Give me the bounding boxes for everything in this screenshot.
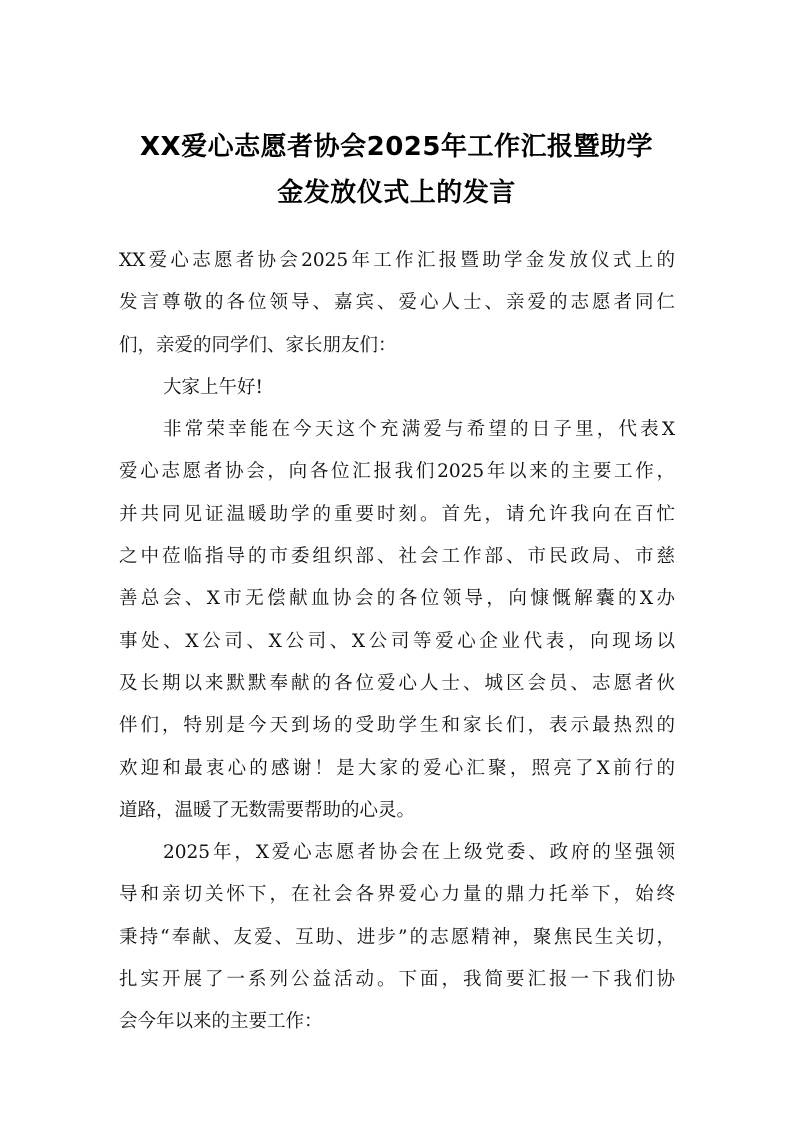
body-line-19: 会今年以来的主要工作： bbox=[119, 1011, 323, 1033]
body-line-2: 发言尊敬的各位领导、嘉宾、爱心人士、亲爱的志愿者同仁 bbox=[119, 292, 675, 314]
body-line-11: 及长期以来默默奉献的各位爱心人士、城区会员、志愿者伙 bbox=[119, 672, 675, 694]
document-title-line-1: XX爱心志愿者协会2025年工作汇报暨助学 bbox=[140, 132, 653, 162]
body-line-10: 事处、X公司、X公司、X公司等爱心企业代表，向现场以 bbox=[119, 630, 675, 652]
body-line-14: 道路，温暖了无数需要帮助的心灵。 bbox=[119, 799, 416, 821]
body-line-9: 善总会、X市无偿献血协会的各位领导，向慷慨解囊的X办 bbox=[119, 588, 675, 610]
body-line-18: 扎实开展了一系列公益活动。下面，我简要汇报一下我们协 bbox=[119, 969, 675, 991]
body-line-12: 伴们，特别是今天到场的受助学生和家长们，表示最热烈的 bbox=[119, 715, 675, 737]
body-line-17: 秉持“奉献、友爱、互助、进步”的志愿精神，聚焦民生关切， bbox=[119, 926, 675, 948]
body-line-8: 之中莅临指导的市委组织部、社会工作部、市民政局、市慈 bbox=[119, 546, 675, 568]
document-body bbox=[119, 240, 675, 1044]
body-line-4: 大家上午好! bbox=[163, 376, 263, 398]
body-line-16: 导和亲切关怀下，在社会各界爱心力量的鼎力托举下，始终 bbox=[119, 884, 675, 906]
body-line-1: XX爱心志愿者协会2025年工作汇报暨助学金发放仪式上的 bbox=[119, 250, 675, 271]
body-line-15: 2025年，X爱心志愿者协会在上级党委、政府的坚强领 bbox=[163, 842, 675, 864]
body-line-6: 爱心志愿者协会，向各位汇报我们2025年以来的主要工作， bbox=[119, 461, 675, 483]
body-line-3: 们，亲爱的同学们、家长朋友们： bbox=[119, 334, 397, 356]
body-line-5: 非常荣幸能在今天这个充满爱与希望的日子里，代表X bbox=[163, 419, 675, 441]
body-line-13: 欢迎和最衷心的感谢！是大家的爱心汇聚，照亮了X前行的 bbox=[119, 757, 675, 779]
document-title-line-2: 金发放仪式上的发言 bbox=[277, 178, 516, 208]
body-line-7: 并共同见证温暖助学的重要时刻。首先，请允许我向在百忙 bbox=[119, 503, 675, 525]
